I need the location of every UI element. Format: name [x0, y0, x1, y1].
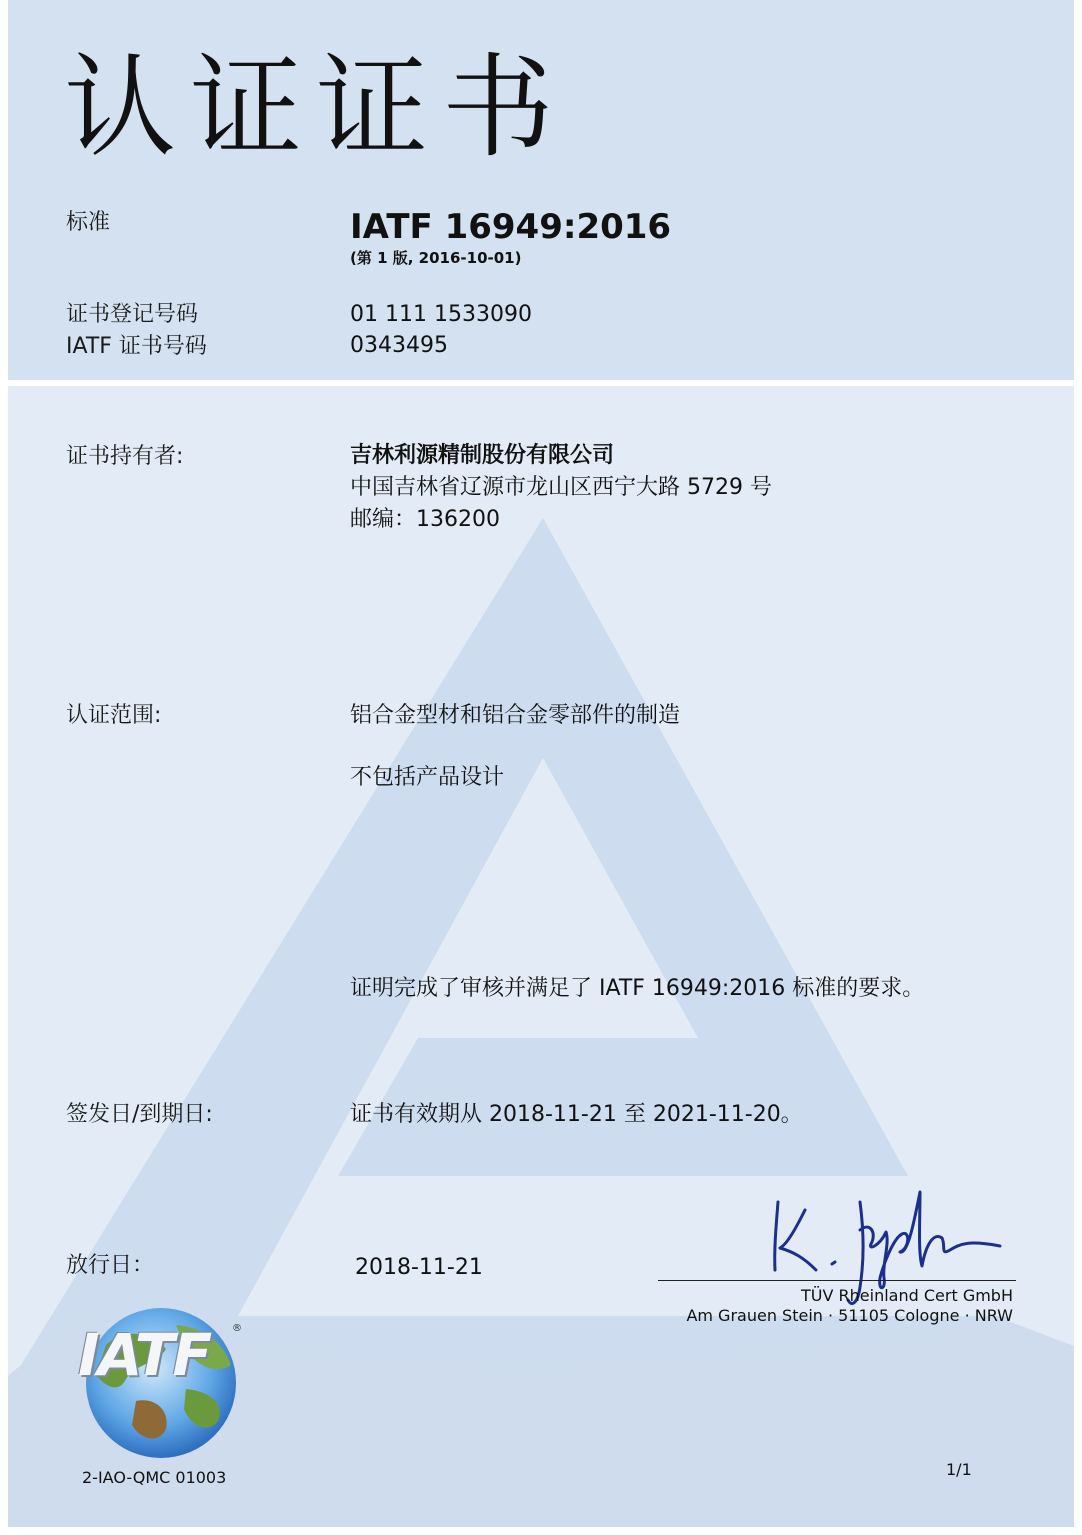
scope-label: 认证范围: [66, 703, 162, 728]
standard-edition: (第 1 版, 2016-10-01) [350, 249, 522, 267]
certification-body-address: Am Grauen Stein · 51105 Cologne · NRW [686, 1306, 1013, 1325]
certificate-title: 认证证书 [64, 43, 568, 173]
page-number: 1/1 [946, 1460, 972, 1479]
registration-number: 01 111 1533090 [350, 302, 532, 327]
validity-label: 签发日/到期日: [66, 1102, 213, 1127]
issue-label: 放行日： [66, 1253, 155, 1278]
signature-line [658, 1280, 1016, 1281]
holder-address: 中国吉林省辽源市龙山区西宁大路 5729 号 [350, 475, 772, 500]
iatf-logo [66, 1305, 246, 1465]
validity-text: 证书有效期从 2018-11-21 至 2021-11-20。 [350, 1102, 803, 1127]
standard-label: 标准 [66, 210, 111, 235]
compliance-statement: 证明完成了审核并满足了 IATF 16949:2016 标准的要求。 [350, 976, 925, 1001]
holder-postcode: 邮编：136200 [350, 507, 500, 532]
issue-date: 2018-11-21 [355, 1255, 483, 1280]
iatf-cert-label: IATF 证书号码 [66, 334, 207, 359]
standard-name: IATF 16949:2016 [350, 207, 672, 247]
holder-name: 吉林利源精制股份有限公司 [350, 443, 615, 468]
registration-label: 证书登记号码 [66, 302, 199, 327]
registered-mark: ® [232, 1323, 242, 1334]
certification-body-name: TÜV Rheinland Cert GmbH [801, 1286, 1013, 1305]
logo-text: IATF [78, 1321, 211, 1389]
footer-code: 2-IAO-QMC 01003 [82, 1468, 227, 1487]
scope-line-1: 铝合金型材和铝合金零部件的制造 [350, 703, 681, 728]
iatf-cert-number: 0343495 [350, 333, 448, 358]
holder-label: 证书持有者: [66, 444, 184, 469]
scope-line-2: 不包括产品设计 [350, 765, 505, 790]
